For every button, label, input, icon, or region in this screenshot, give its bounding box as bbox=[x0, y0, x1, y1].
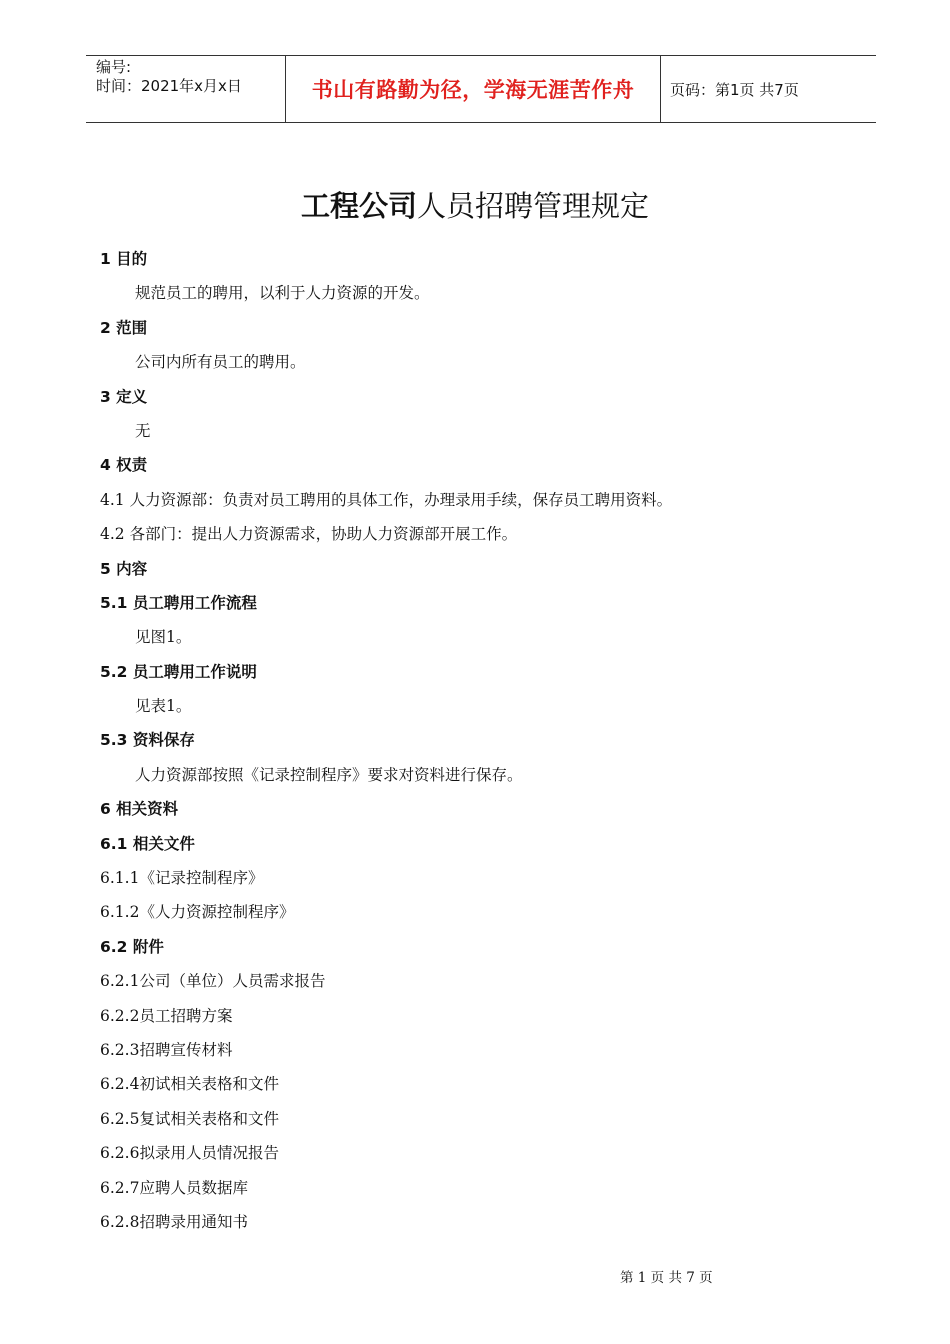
page-footer: 第 1 页 共 7 页 bbox=[620, 1270, 713, 1286]
body-line: 无 bbox=[135, 421, 151, 440]
section-heading: 2 范围 bbox=[100, 318, 148, 337]
section-heading: 5 内容 bbox=[100, 559, 148, 578]
body-line: 6.2.3招聘宣传材料 bbox=[100, 1040, 233, 1059]
title-normal-part: 人员招聘管理规定 bbox=[417, 189, 650, 223]
body-line: 6.2.4初试相关表格和文件 bbox=[100, 1075, 279, 1094]
body-line: 见图1。 bbox=[135, 628, 192, 647]
header-slogan: 书山有路勤为径，学海无涯苦作舟 bbox=[286, 56, 661, 122]
document-title bbox=[0, 186, 950, 226]
title-bold-part: 工程公司 bbox=[300, 189, 417, 223]
body-line: 6.2.1公司（单位）人员需求报告 bbox=[100, 972, 326, 991]
body-line: 见表1。 bbox=[135, 697, 192, 716]
body-line: 6.1.1《记录控制程序》 bbox=[100, 869, 264, 888]
number-label: 编号: bbox=[96, 58, 132, 76]
body-line: 4.2 各部门：提出人力资源需求，协助人力资源部开展工作。 bbox=[100, 525, 518, 544]
body-line: 6.2.8招聘录用通知书 bbox=[100, 1212, 248, 1231]
time-label: 时间：2021年x月x日 bbox=[96, 77, 242, 95]
section-heading: 1 目的 bbox=[100, 250, 148, 268]
body-line: 6.2.5复试相关表格和文件 bbox=[100, 1109, 279, 1128]
body-line: 6.1.2《人力资源控制程序》 bbox=[100, 903, 295, 922]
body-line: 6.2.2员工招聘方案 bbox=[100, 1006, 233, 1025]
section-heading: 6.1 相关文件 bbox=[100, 834, 195, 853]
body-line: 4.1 人力资源部：负责对员工聘用的具体工作，办理录用手续，保存员工聘用资料。 bbox=[100, 490, 673, 509]
section-heading: 5.2 员工聘用工作说明 bbox=[100, 662, 257, 681]
body-line: 规范员工的聘用，以利于人力资源的开发。 bbox=[135, 284, 430, 303]
section-heading: 5.1 员工聘用工作流程 bbox=[100, 593, 257, 612]
body-line: 6.2.7应聘人员数据库 bbox=[100, 1178, 248, 1197]
section-heading: 6 相关资料 bbox=[100, 800, 179, 819]
section-heading: 4 权责 bbox=[100, 456, 148, 475]
section-heading: 6.2 附件 bbox=[100, 937, 164, 956]
header-page-info: 页码：第1页 共7页 bbox=[670, 80, 799, 99]
section-heading: 3 定义 bbox=[100, 387, 148, 406]
body-line: 6.2.6拟录用人员情况报告 bbox=[100, 1144, 279, 1163]
document-header bbox=[86, 55, 876, 123]
body-line: 人力资源部按照《记录控制程序》要求对资料进行保存。 bbox=[135, 765, 523, 784]
document-body bbox=[100, 242, 860, 1239]
section-heading: 5.3 资料保存 bbox=[100, 731, 195, 750]
body-line: 公司内所有员工的聘用。 bbox=[135, 353, 306, 372]
header-meta bbox=[86, 56, 286, 122]
